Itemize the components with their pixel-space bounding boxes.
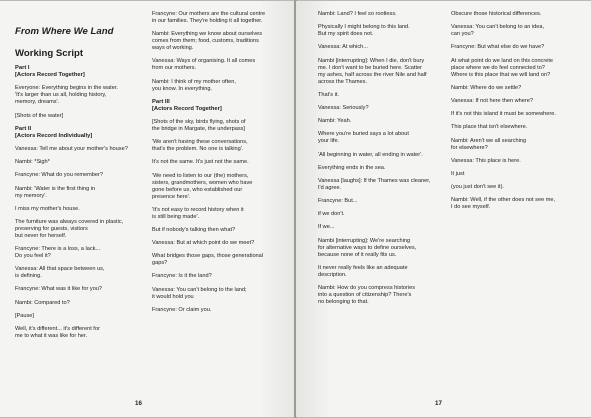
part-3-heading: Part III [Actors Record Together] — [152, 98, 222, 112]
script-line: Vanessa: You can't belong to the land; it would hold you — [152, 286, 247, 300]
script-line: Nambi: Where do we settle? — [451, 84, 522, 91]
page-number-left: 16 — [135, 400, 142, 407]
script-line: if we don't. — [318, 211, 345, 218]
script-line: 'We need to listen to our (the) mothers, sisters, grandmothers, women who have gone before us, who established our presence here'. — [152, 172, 253, 200]
script-line: It never really feels like an adequate description. — [318, 264, 408, 278]
script-line: Nambi [interrupting]: When I die, don't bury me. I don't want to be buried here. Scatter my ashes, half across the river Nile and half across the Thames. — [318, 57, 427, 85]
left-page-column-1 — [15, 15, 141, 346]
script-line: Francyne: Is it the land? — [152, 273, 212, 280]
script-line: At what point do we land on this concrete place where we do feel connected to? Where is this place that we will land on? — [451, 57, 553, 78]
script-line: Francyne: What do you remember? — [15, 172, 103, 179]
script-line: But if nobody's talking then what? — [152, 226, 236, 233]
script-line: Vanessa: Tell me about your mother's house? — [15, 145, 128, 152]
script-line: Nambi: 'Water is the first thing in my memory'. — [15, 185, 96, 199]
script-line: Vanessa: All that space between us, is defining. — [15, 266, 105, 280]
script-line: (you just don't see it). — [451, 184, 504, 191]
right-page-column-1 — [318, 11, 444, 312]
script-line: Physically I might belong to this land. But my spirit does not. — [318, 24, 410, 38]
script-line: Nambi: Well, if the other does not see me, I do see myself. — [451, 197, 556, 211]
script-line: Nambi: Compared to? — [15, 299, 70, 306]
part-2-heading: Part II [Actors Record Individually] — [15, 125, 93, 139]
script-line: 'It's not easy to record history when it is still being made'. — [152, 206, 244, 220]
script-line: What bridges those gaps, those generational gaps? — [152, 253, 264, 267]
script-line: Everyone: Everything begins in the water. 'It's larger than us all, holding history, memory, dreams'. — [15, 85, 118, 106]
script-line: Vanessa: Ways of organising. It all comes from our mothers. — [152, 58, 256, 72]
script-line: [Shots of the water] — [15, 112, 64, 119]
script-line: Francyne: But... — [318, 198, 358, 205]
script-line: This place that isn't elsewhere. — [451, 124, 528, 131]
script-line: Vanessa [laughs]: If the Thames was cleaner, I'd agree. — [318, 177, 431, 191]
script-line: Vanessa: At which... — [318, 44, 368, 51]
part-1-heading: Part I [Actors Record Together] — [15, 65, 85, 79]
script-line: 'All beginning in water, all ending in water'. — [318, 151, 423, 158]
script-title-line-2: Working Script — [15, 48, 84, 59]
script-line: Francyne: What was it like for you? — [15, 286, 103, 293]
script-line: Nambi: Land? I feel so rootless. — [318, 11, 397, 17]
script-line: It's not the same. It's just not the same. — [152, 159, 249, 166]
script-line: Nambi [interrupting]: We're searching for alternative ways to define ourselves, because none of it really fits us. — [318, 237, 417, 258]
script-line: Vanessa: You can't belong to an idea, can you? — [451, 24, 545, 38]
script-line: If it's not this island it must be somewhere. — [451, 111, 556, 118]
script-line: Vanessa: This place is here. — [451, 157, 521, 164]
script-line: Francyne: Or claim you. — [152, 306, 212, 313]
script-title-line-1: From Where We Land — [15, 26, 114, 37]
script-line: Obscure those historical differences. — [451, 11, 542, 17]
script-line: Where you're buried says a lot about your life. — [318, 131, 409, 145]
script-line: [Shots of the sky, birds flying, shots of the bridge in Margate, the underpass] — [152, 118, 246, 132]
script-line: It just — [451, 170, 465, 177]
script-title — [15, 15, 141, 59]
script-line: Nambi: How do you compress histories into a question of citizenship? There's no belonging to that. — [318, 285, 415, 305]
script-line: Nambi: I think of my mother often, you know. In everything. — [152, 78, 236, 92]
script-line: [Pause] — [15, 312, 34, 319]
script-line: I miss my mother's house. — [15, 205, 80, 212]
script-line: Nambi: Aren't we all searching for elsewhere? — [451, 137, 527, 151]
script-line: Vanessa: But at which point do we meet? — [152, 240, 255, 247]
script-line: That's it. — [318, 91, 339, 98]
script-line: Francyne: But what else do we have? — [451, 44, 545, 51]
script-line: Well, it's different... it's different for me to what it was like for her. — [15, 326, 100, 339]
script-line: Everything ends in the sea. — [318, 164, 386, 171]
script-line: Francyne: There is a loss, a lack... Do you feel it? — [15, 246, 101, 260]
page-number-right: 17 — [435, 400, 442, 407]
script-line: Vanessa: If not here then where? — [451, 97, 533, 104]
script-line: Nambi: Everything we know about ourselves comes from them; food, customs, traditions ways of working. — [152, 31, 263, 52]
script-line: 'We aren't having these conversations, that's the problem. No one is talking'. — [152, 139, 248, 153]
script-line: Nambi: Yeah. — [318, 118, 352, 125]
script-line: The furniture was always covered in plastic, preserving for guests, visitors but never for herself. — [15, 218, 124, 239]
left-page — [0, 1, 295, 417]
right-page — [296, 1, 591, 417]
script-line: If we... — [318, 224, 335, 231]
script-line: Nambi: *Sigh* — [15, 159, 50, 166]
script-line: Francyne: Our mothers are the cultural centre in our families. They're holding it all together. — [152, 11, 266, 24]
script-line: Vanessa: Seriously? — [318, 104, 369, 111]
right-page-column-2 — [451, 11, 577, 217]
left-page-column-2 — [152, 11, 278, 320]
